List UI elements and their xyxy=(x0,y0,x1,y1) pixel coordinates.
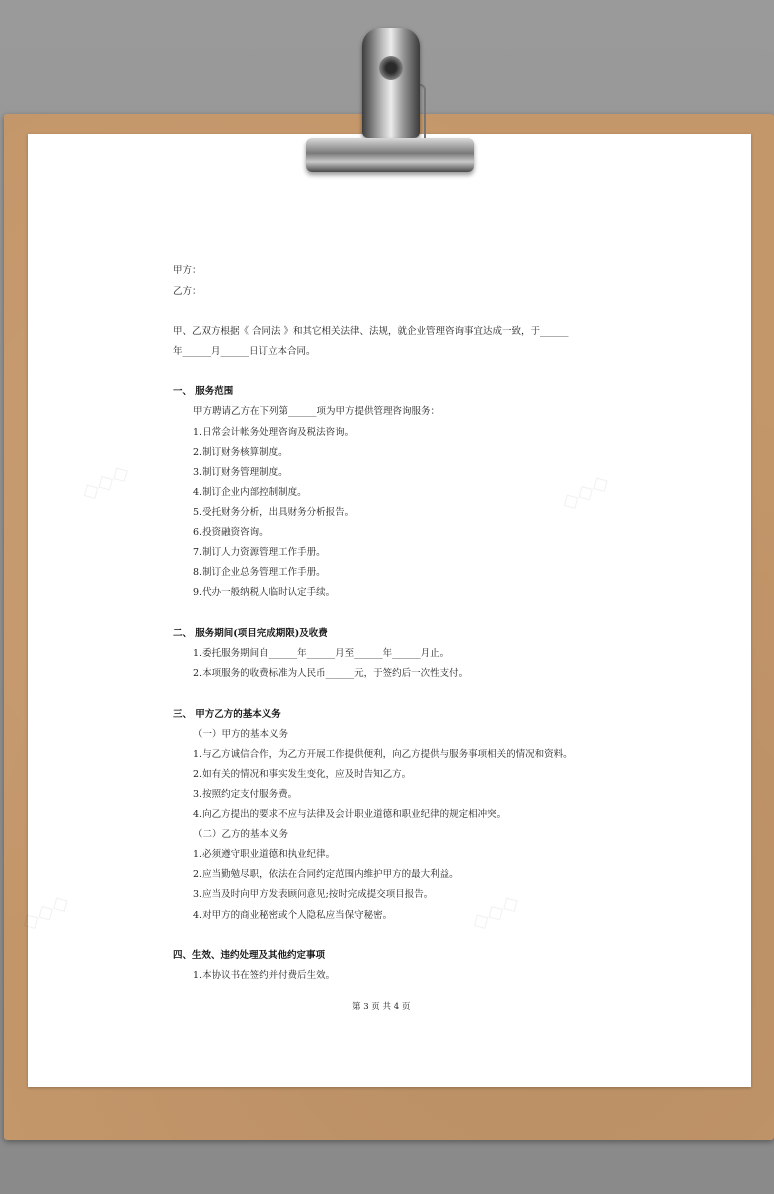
list-item: 1.日常会计帐务处理咨询及税法咨询。 xyxy=(193,427,355,438)
section-3-title: 三、 甲方乙方的基本义务 xyxy=(173,709,281,720)
page-footer: 第 3 页 共 4 页 xyxy=(352,1002,411,1012)
list-item: 4.对甲方的商业秘密或个人隐私应当保守秘密。 xyxy=(193,910,393,921)
document-page xyxy=(28,134,751,1087)
list-item: 2.如有关的情况和事实发生变化，应及时告知乙方。 xyxy=(193,769,412,780)
party-a-label: 甲方： xyxy=(173,265,202,276)
section-1-title: 一、 服务范围 xyxy=(173,386,234,397)
watermark: ◇◇◇ xyxy=(467,888,524,937)
list-item: 2.应当勤勉尽职，依法在合同约定范围内维护甲方的最大利益。 xyxy=(193,869,459,880)
list-item: 8.制订企业总务管理工作手册。 xyxy=(193,567,326,578)
list-item: 3.按照约定支付服务费。 xyxy=(193,789,298,800)
clip-hole-icon xyxy=(379,56,403,80)
list-item: 5.受托财务分析，出具财务分析报告。 xyxy=(193,507,355,518)
watermark: ◇◇◇ xyxy=(17,888,74,937)
clip-bar xyxy=(306,138,474,172)
list-item: 4.制订企业内部控制制度。 xyxy=(193,487,307,498)
list-item: 6.投资融资咨询。 xyxy=(193,527,269,538)
section-1-intro: 甲方聘请乙方在下列第______项为甲方提供管理咨询服务： xyxy=(193,406,441,417)
intro-line-1: 甲、乙双方根据《 合同法 》和其它相关法律、法规，就企业管理咨询事宜达成一致，于______ xyxy=(173,326,569,337)
watermark: ◇◇◇ xyxy=(77,458,134,507)
list-item: 9.代办一般纳税人临时认定手续。 xyxy=(193,587,336,598)
list-item: 4.向乙方提出的要求不应与法律及会计职业道德和职业纪律的规定相冲突。 xyxy=(193,809,507,820)
intro-line-2: 年______月______日订立本合同。 xyxy=(173,346,316,357)
party-b-label: 乙方： xyxy=(173,286,202,297)
watermark: ◇◇◇ xyxy=(557,468,614,517)
section-3-subtitle-b: （二）乙方的基本义务 xyxy=(193,829,289,840)
list-item: 1.与乙方诚信合作，为乙方开展工作提供便利，向乙方提供与服务事项相关的情况和资料。 xyxy=(193,749,573,760)
list-item: 3.应当及时向甲方发表顾问意见;按时完成提交项目报告。 xyxy=(193,889,434,900)
list-item: 1.本协议书在签约并付费后生效。 xyxy=(193,970,336,981)
list-item: 1.必须遵守职业道德和执业纪律。 xyxy=(193,849,336,860)
list-item: 2.本项服务的收费标准为人民币______元，于签约后一次性支付。 xyxy=(193,668,469,679)
section-3-subtitle-a: （一）甲方的基本义务 xyxy=(193,729,289,740)
list-item: 1.委托服务期间自______年______月至______年______月止。 xyxy=(193,648,450,659)
section-2-title: 二、 服务期间(项目完成期限)及收费 xyxy=(173,628,328,639)
section-4-title: 四、生效、违约处理及其他约定事项 xyxy=(173,950,326,961)
clip-plate xyxy=(362,28,420,138)
list-item: 7.制订人力资源管理工作手册。 xyxy=(193,547,326,558)
list-item: 3.制订财务管理制度。 xyxy=(193,467,288,478)
list-item: 2.制订财务核算制度。 xyxy=(193,447,288,458)
